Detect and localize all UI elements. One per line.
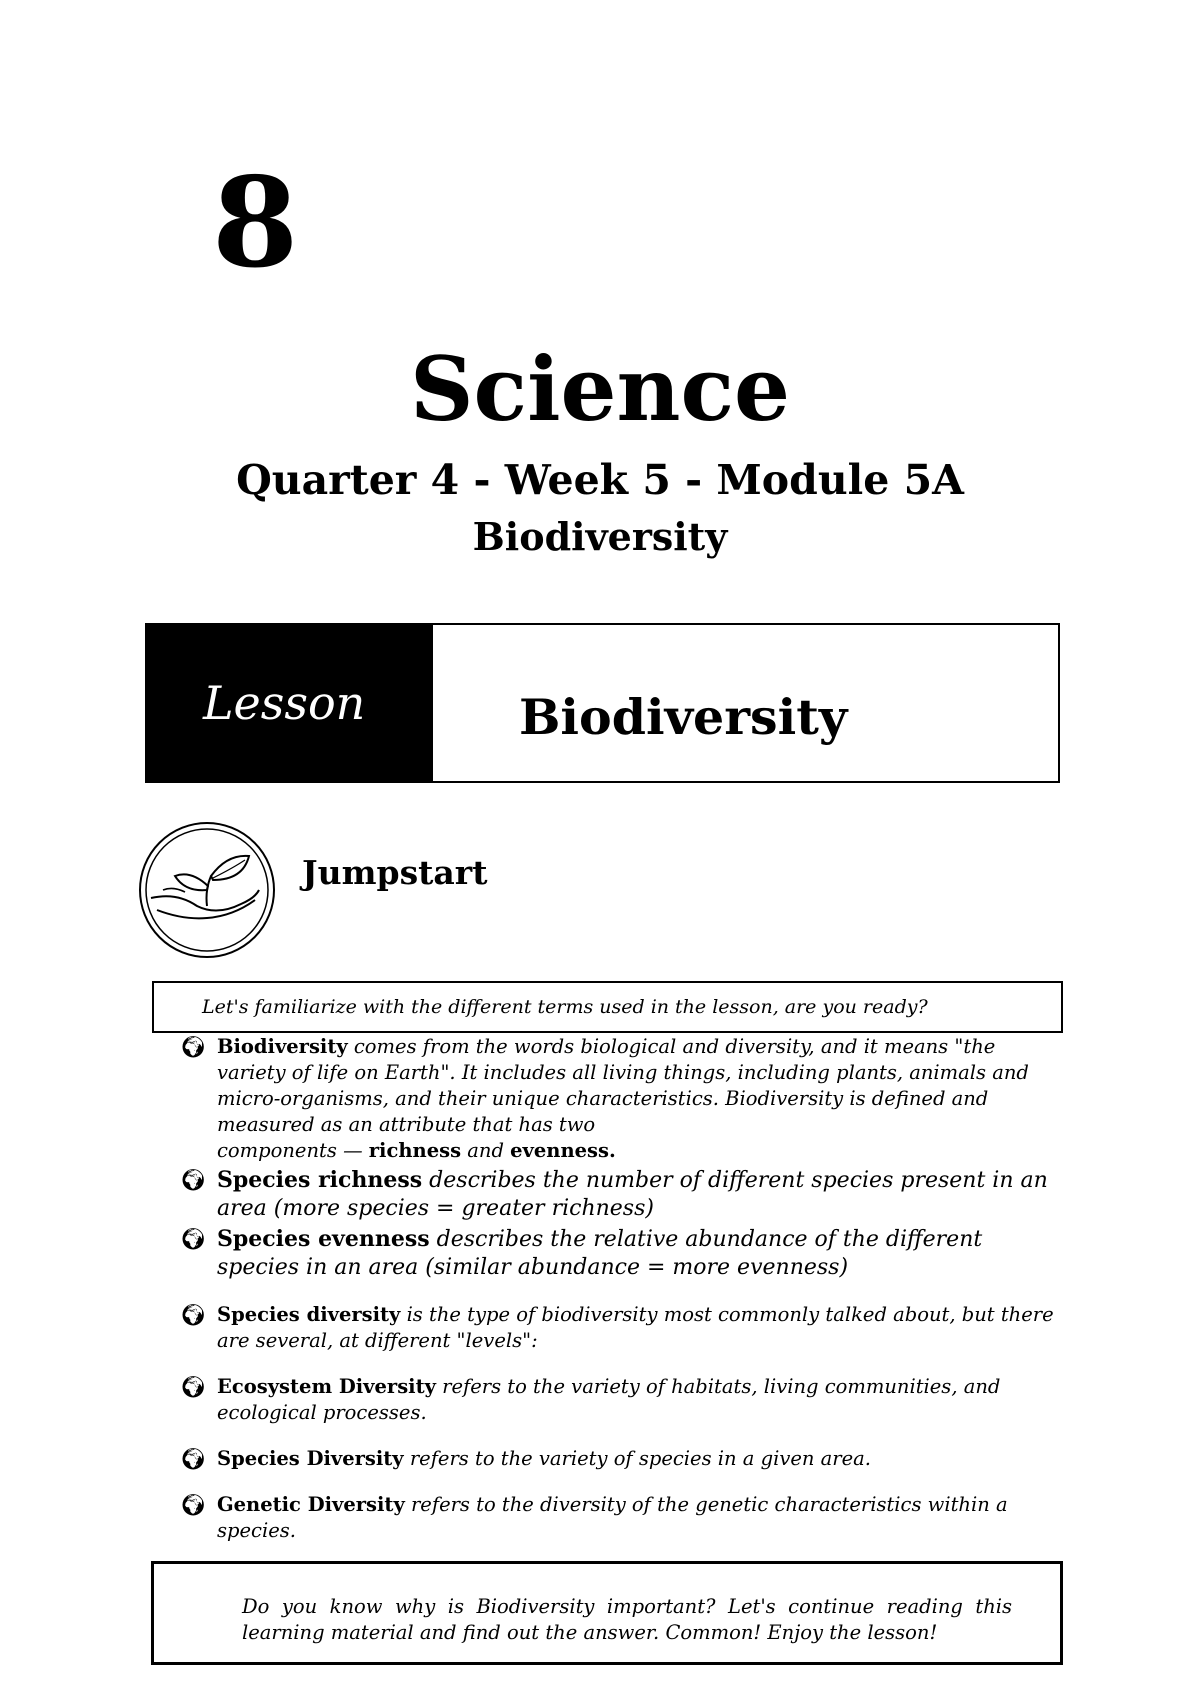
term-definition: describes the relative abundance of the different species in an area (similar abundance = more evenness) bbox=[217, 1227, 983, 1280]
closing-text: Do you know why is Biodiversity important? Let's continue reading this learning material and find out the answer. Common! Enjoy the lesson! bbox=[242, 1595, 1012, 1644]
globe-icon: 🌍︎ bbox=[180, 1493, 207, 1517]
lesson-title: Biodiversity bbox=[519, 688, 848, 746]
term-evenness: evenness. bbox=[510, 1139, 616, 1162]
term-name: Biodiversity bbox=[217, 1035, 348, 1058]
term-definition: refers to the variety of species in a given area. bbox=[409, 1447, 871, 1470]
term-name: Species Diversity bbox=[217, 1447, 404, 1470]
term-richness: richness bbox=[368, 1139, 462, 1162]
list-item bbox=[180, 1225, 1060, 1282]
list-item bbox=[180, 1446, 1060, 1472]
term-name: Genetic Diversity bbox=[217, 1493, 405, 1516]
grade-number: 8 bbox=[212, 151, 299, 296]
intro-box bbox=[152, 981, 1063, 1033]
quarter-week-module: Quarter 4 - Week 5 - Module 5A bbox=[236, 456, 964, 504]
term-continuation: components — bbox=[217, 1139, 369, 1162]
globe-icon: 🌍︎ bbox=[180, 1227, 207, 1251]
subject-title: Science bbox=[409, 337, 791, 441]
term-definition: describes the number of different species present in an area (more species = greater richness) bbox=[217, 1168, 1048, 1221]
terms-list bbox=[180, 1034, 1060, 1544]
term-name: Species diversity bbox=[217, 1303, 401, 1326]
term-name: Species evenness bbox=[217, 1226, 430, 1252]
globe-icon: 🌍︎ bbox=[180, 1168, 207, 1192]
closing-box bbox=[151, 1561, 1063, 1665]
list-item bbox=[180, 1166, 1060, 1223]
list-item bbox=[180, 1374, 1060, 1426]
globe-icon: 🌍︎ bbox=[180, 1303, 207, 1327]
term-definition: is the type of biodiversity most commonly talked about, but there are several, at different "levels": bbox=[217, 1303, 1054, 1352]
globe-icon: 🌍︎ bbox=[180, 1035, 207, 1059]
lesson-banner bbox=[145, 623, 1060, 783]
lesson-label: Lesson bbox=[147, 625, 433, 781]
module-topic: Biodiversity bbox=[472, 514, 728, 559]
term-definition: comes from the words biological and diversity, and it means "the variety of life on Earth". It includes all living things, including plants, animals and micro-organisms, and their unique characteristics. Biodiversity is defined and measured as an attribute that has two bbox=[217, 1035, 1029, 1136]
term-definition: refers to the variety of habitats, living communities, and ecological processes. bbox=[217, 1375, 1001, 1424]
globe-icon: 🌍︎ bbox=[180, 1447, 207, 1471]
globe-icon: 🌍︎ bbox=[180, 1375, 207, 1399]
term-name: Ecosystem Diversity bbox=[217, 1375, 436, 1398]
term-name: Species richness bbox=[217, 1167, 423, 1193]
list-item bbox=[180, 1034, 1060, 1164]
plant-in-hand-icon bbox=[137, 820, 277, 960]
list-item bbox=[180, 1302, 1060, 1354]
term-connector: and bbox=[461, 1139, 511, 1162]
term-definition: refers to the diversity of the genetic characteristics within a species. bbox=[217, 1493, 1008, 1542]
list-item bbox=[180, 1492, 1060, 1544]
intro-text: Let's familiarize with the different terms used in the lesson, are you ready? bbox=[202, 996, 928, 1018]
jumpstart-title: Jumpstart bbox=[302, 853, 488, 892]
